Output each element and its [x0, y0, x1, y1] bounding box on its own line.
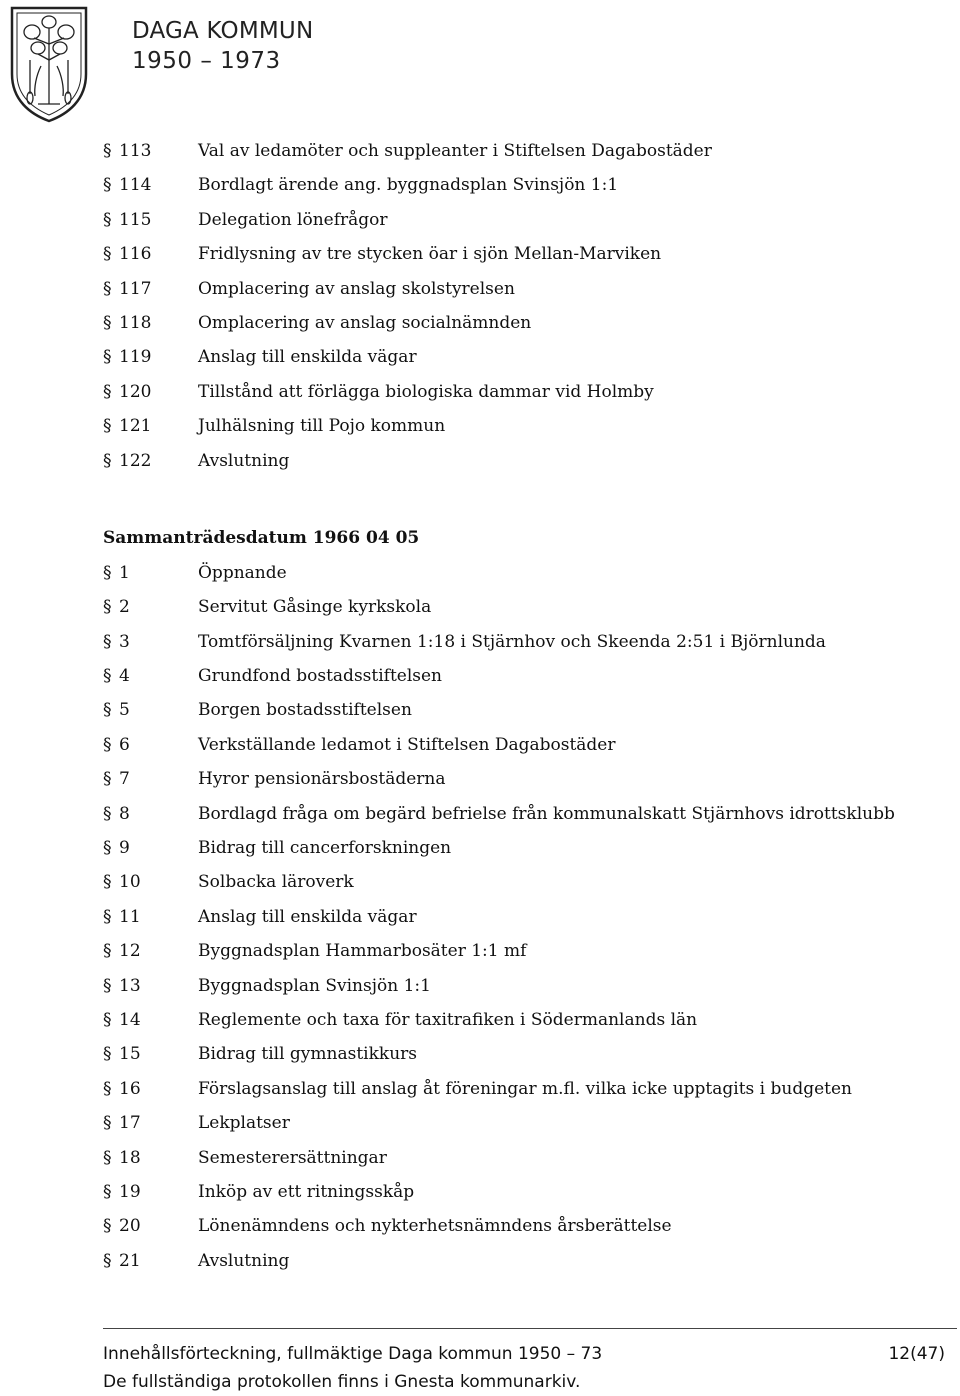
agenda-item-title: Omplacering av anslag skolstyrelsen — [198, 278, 515, 299]
section-symbol: § — [103, 838, 112, 859]
table-of-contents — [103, 134, 933, 1278]
section-symbol: § — [103, 244, 112, 265]
section-symbol: § — [103, 175, 112, 196]
agenda-item — [103, 1141, 933, 1175]
footer-archive-note: De fullständiga protokollen finns i Gnesta kommunarkiv. — [103, 1372, 581, 1392]
organization-name: DAGA KOMMUN — [132, 18, 314, 44]
agenda-item — [103, 375, 933, 409]
agenda-item — [103, 1106, 933, 1140]
paragraph-number: 7 — [119, 769, 130, 790]
agenda-item-title: Delegation lönefrågor — [198, 209, 388, 230]
section-symbol: § — [103, 450, 112, 471]
section-symbol: § — [103, 1181, 112, 1202]
agenda-item — [103, 203, 933, 237]
agenda-item-title: Förslagsanslag till anslag åt föreningar m.fl. vilka icke upptagits i budgeten — [198, 1078, 852, 1099]
agenda-item-title: Val av ledamöter och suppleanter i Stiftelsen Dagabostäder — [198, 141, 712, 161]
paragraph-number: 8 — [119, 803, 130, 824]
section-symbol: § — [103, 906, 112, 927]
section-symbol: § — [103, 734, 112, 755]
agenda-item — [103, 1244, 933, 1278]
section-symbol: § — [103, 1078, 112, 1099]
agenda-item-title: Omplacering av anslag socialnämnden — [198, 312, 532, 333]
page-footer — [103, 1340, 945, 1396]
agenda-item-title: Lönenämndens och nykterhetsnämndens årsberättelse — [198, 1216, 672, 1237]
paragraph-number: 120 — [119, 381, 152, 402]
meeting-date-heading: Sammanträdesdatum 1966 04 05 — [103, 527, 420, 548]
paragraph-number: 21 — [119, 1250, 141, 1271]
paragraph-number: 2 — [119, 597, 130, 618]
agenda-item-title: Lekplatser — [198, 1113, 290, 1134]
paragraph-number: 118 — [119, 312, 152, 333]
footer-document-title: Innehållsförteckning, fullmäktige Daga kommun 1950 – 73 — [103, 1344, 603, 1364]
agenda-item — [103, 556, 933, 590]
agenda-item-title: Fridlysning av tre stycken öar i sjön Mellan-Marviken — [198, 244, 662, 265]
agenda-item-title: Avslutning — [198, 450, 290, 471]
agenda-item — [103, 900, 933, 934]
agenda-item-title: Bidrag till cancerforskningen — [198, 838, 452, 859]
page-number: 12(47) — [888, 1344, 945, 1364]
section-symbol: § — [103, 941, 112, 962]
paragraph-number: 113 — [119, 141, 152, 161]
section-symbol: § — [103, 1009, 112, 1030]
agenda-item-title: Anslag till enskilda vägar — [198, 347, 417, 368]
agenda-item — [103, 762, 933, 796]
agenda-item — [103, 1003, 933, 1037]
section-symbol: § — [103, 1250, 112, 1271]
agenda-item — [103, 934, 933, 968]
section-symbol: § — [103, 666, 112, 687]
section-symbol: § — [103, 872, 112, 893]
agenda-item — [103, 590, 933, 624]
agenda-block-2 — [103, 556, 933, 1278]
paragraph-number: 5 — [119, 700, 130, 721]
agenda-item-title: Grundfond bostadsstiftelsen — [198, 666, 443, 687]
agenda-item — [103, 1072, 933, 1106]
agenda-item — [103, 728, 933, 762]
paragraph-number: 115 — [119, 209, 152, 230]
paragraph-number: 16 — [119, 1078, 141, 1099]
agenda-item-title: Bordlagd fråga om begärd befrielse från kommunalskatt Stjärnhovs idrottsklubb — [198, 803, 895, 824]
agenda-item — [103, 1037, 933, 1071]
paragraph-number: 18 — [119, 1147, 141, 1168]
agenda-item-title: Tillstånd att förlägga biologiska dammar vid Holmby — [198, 381, 654, 402]
agenda-item-title: Inköp av ett ritningsskåp — [198, 1181, 415, 1202]
agenda-item — [103, 831, 933, 865]
section-symbol: § — [103, 562, 112, 583]
agenda-item — [103, 306, 933, 340]
organization-block — [132, 16, 313, 76]
agenda-item-title: Tomtförsäljning Kvarnen 1:18 i Stjärnhov och Skeenda 2:51 i Björnlunda — [198, 631, 826, 652]
agenda-item-title: Anslag till enskilda vägar — [198, 906, 417, 927]
organization-years: 1950 – 1973 — [132, 48, 281, 74]
paragraph-number: 1 — [119, 562, 130, 583]
agenda-item — [103, 865, 933, 899]
agenda-item — [103, 444, 933, 478]
agenda-block-1 — [103, 134, 933, 478]
agenda-item — [103, 409, 933, 443]
section-symbol: § — [103, 416, 112, 437]
agenda-item-title: Julhälsning till Pojo kommun — [198, 416, 446, 437]
paragraph-number: 11 — [119, 906, 141, 927]
paragraph-number: 14 — [119, 1009, 141, 1030]
agenda-item-title: Bordlagt ärende ang. byggnadsplan Svinsjön 1:1 — [198, 175, 619, 196]
agenda-item — [103, 1209, 933, 1243]
section-symbol: § — [103, 1044, 112, 1065]
agenda-item — [103, 625, 933, 659]
paragraph-number: 6 — [119, 734, 130, 755]
page-header — [0, 0, 960, 120]
paragraph-number: 10 — [119, 872, 141, 893]
footer-divider — [103, 1328, 957, 1329]
paragraph-number: 13 — [119, 975, 141, 996]
agenda-item — [103, 237, 933, 271]
agenda-item — [103, 272, 933, 306]
section-symbol: § — [103, 631, 112, 652]
section-symbol: § — [103, 1113, 112, 1134]
spacer — [103, 478, 933, 520]
section-symbol: § — [103, 1216, 112, 1237]
paragraph-number: 20 — [119, 1216, 141, 1237]
agenda-item-title: Hyror pensionärsbostäderna — [198, 769, 446, 790]
agenda-item — [103, 1175, 933, 1209]
agenda-item-title: Solbacka läroverk — [198, 872, 354, 893]
section-symbol: § — [103, 312, 112, 333]
agenda-item-title: Öppnande — [198, 562, 287, 583]
section-symbol: § — [103, 597, 112, 618]
section-symbol: § — [103, 209, 112, 230]
agenda-item — [103, 340, 933, 374]
section-symbol: § — [103, 141, 112, 161]
paragraph-number: 117 — [119, 278, 152, 299]
section-symbol: § — [103, 975, 112, 996]
section-symbol: § — [103, 278, 112, 299]
paragraph-number: 12 — [119, 941, 141, 962]
agenda-item-title: Avslutning — [198, 1250, 290, 1271]
paragraph-number: 17 — [119, 1113, 141, 1134]
agenda-item — [103, 659, 933, 693]
paragraph-number: 9 — [119, 838, 130, 859]
agenda-item — [103, 797, 933, 831]
paragraph-number: 122 — [119, 450, 152, 471]
agenda-item-title: Verkställande ledamot i Stiftelsen Dagabostäder — [198, 734, 616, 755]
paragraph-number: 15 — [119, 1044, 141, 1065]
agenda-item-title: Servitut Gåsinge kyrkskola — [198, 597, 432, 618]
coat-of-arms-icon — [8, 4, 90, 124]
agenda-item-title: Semesterersättningar — [198, 1147, 387, 1168]
paragraph-number: 3 — [119, 631, 130, 652]
paragraph-number: 116 — [119, 244, 152, 265]
section-symbol: § — [103, 381, 112, 402]
agenda-item-title: Reglemente och taxa för taxitrafiken i Södermanlands län — [198, 1009, 698, 1030]
section-symbol: § — [103, 769, 112, 790]
agenda-item — [103, 134, 933, 168]
agenda-item — [103, 168, 933, 202]
section-symbol: § — [103, 1147, 112, 1168]
agenda-item-title: Byggnadsplan Hammarbosäter 1:1 mf — [198, 941, 527, 962]
agenda-item — [103, 969, 933, 1003]
agenda-item — [103, 693, 933, 727]
paragraph-number: 19 — [119, 1181, 141, 1202]
paragraph-number: 114 — [119, 175, 152, 196]
paragraph-number: 119 — [119, 347, 152, 368]
agenda-item-title: Bidrag till gymnastikkurs — [198, 1044, 417, 1065]
section-symbol: § — [103, 803, 112, 824]
agenda-item-title: Borgen bostadsstiftelsen — [198, 700, 412, 721]
paragraph-number: 121 — [119, 416, 152, 437]
paragraph-number: 4 — [119, 666, 130, 687]
section-symbol: § — [103, 347, 112, 368]
section-symbol: § — [103, 700, 112, 721]
agenda-item-title: Byggnadsplan Svinsjön 1:1 — [198, 975, 431, 996]
